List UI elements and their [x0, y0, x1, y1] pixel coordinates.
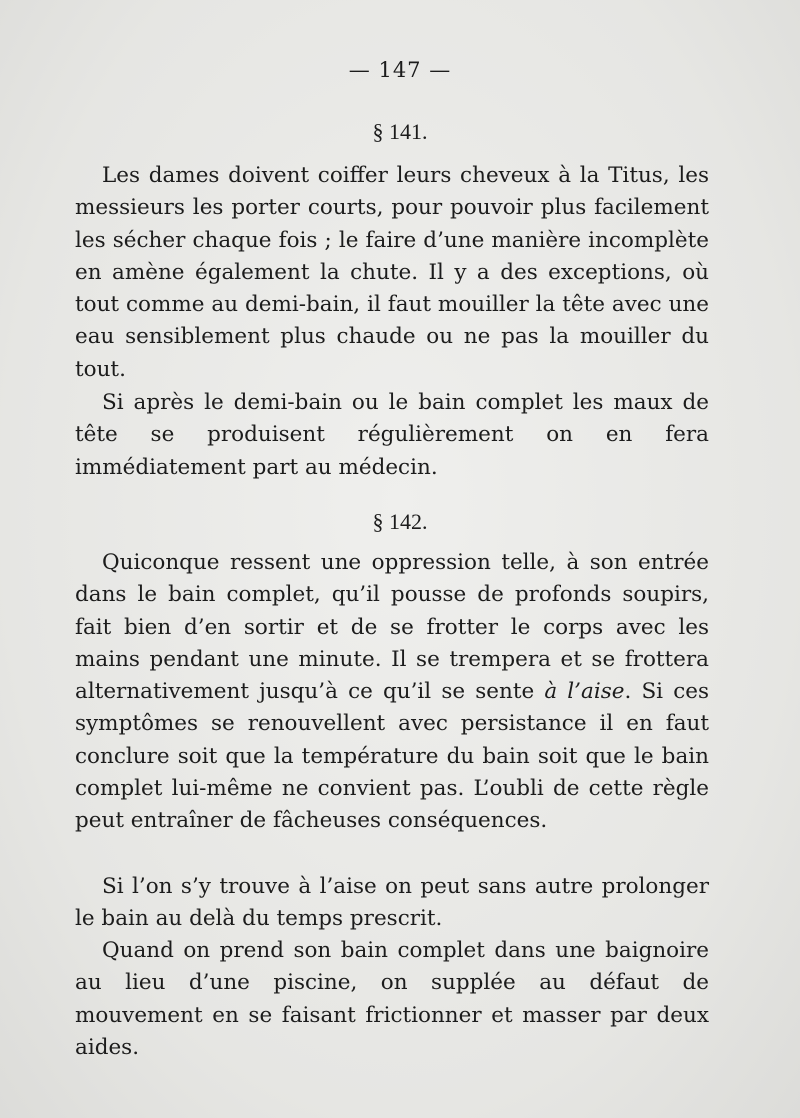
- section-heading-141: § 141.: [372, 119, 428, 144]
- paragraph-headache: Si après le demi-bain ou le bain complet les maux de tête se produisent régulièrement on en fera immédiatement part au médecin.: [75, 390, 709, 480]
- paragraph-hair-care: Les dames doivent coiffer leurs cheveux à la Titus, les messieurs les porter courts, pour pouvoir plus facilement les sécher chaque fois ; le faire d’une manière incomplète en amène également la chute. Il y a des exceptions, où tout comme au demi-bain, il faut mouiller la tête avec une eau sensiblement plus chaude ou ne pas la mouiller du tout.: [75, 163, 709, 382]
- paragraph-oppression: [75, 547, 709, 838]
- paragraph-oppression-start: Quiconque ressent une oppression telle, à son entrée dans le bain complet, qu’il pousse de profonds soupirs, fait bien d’en sortir et de se frotter le corps avec les mains pendant une minute. Il se trempera et se frottera alternativement jusqu’à ce qu’il se sente: [75, 550, 709, 705]
- paragraph-bathtub: Quand on prend son bain complet dans une baignoire au lieu d’une piscine, on supplée au défaut de mouvement en se faisant frictionner et masser par deux aides.: [75, 938, 709, 1060]
- section-heading-142: § 142.: [372, 509, 428, 534]
- italic-phrase: à l’aise: [544, 679, 625, 705]
- paragraph-prolong-bath: Si l’on s’y trouve à l’aise on peut sans autre prolonger le bain au delà du temps prescrit.: [75, 874, 709, 932]
- paragraph-oppression-end: . Si ces symptômes se renouvellent avec persistance il en faut conclure soit que la température du bain soit que le bain complet lui-même ne convient pas. L’oubli de cette règle peut entraîner de fâcheuses conséquences.: [75, 679, 709, 834]
- page-number: — 147 —: [348, 58, 452, 82]
